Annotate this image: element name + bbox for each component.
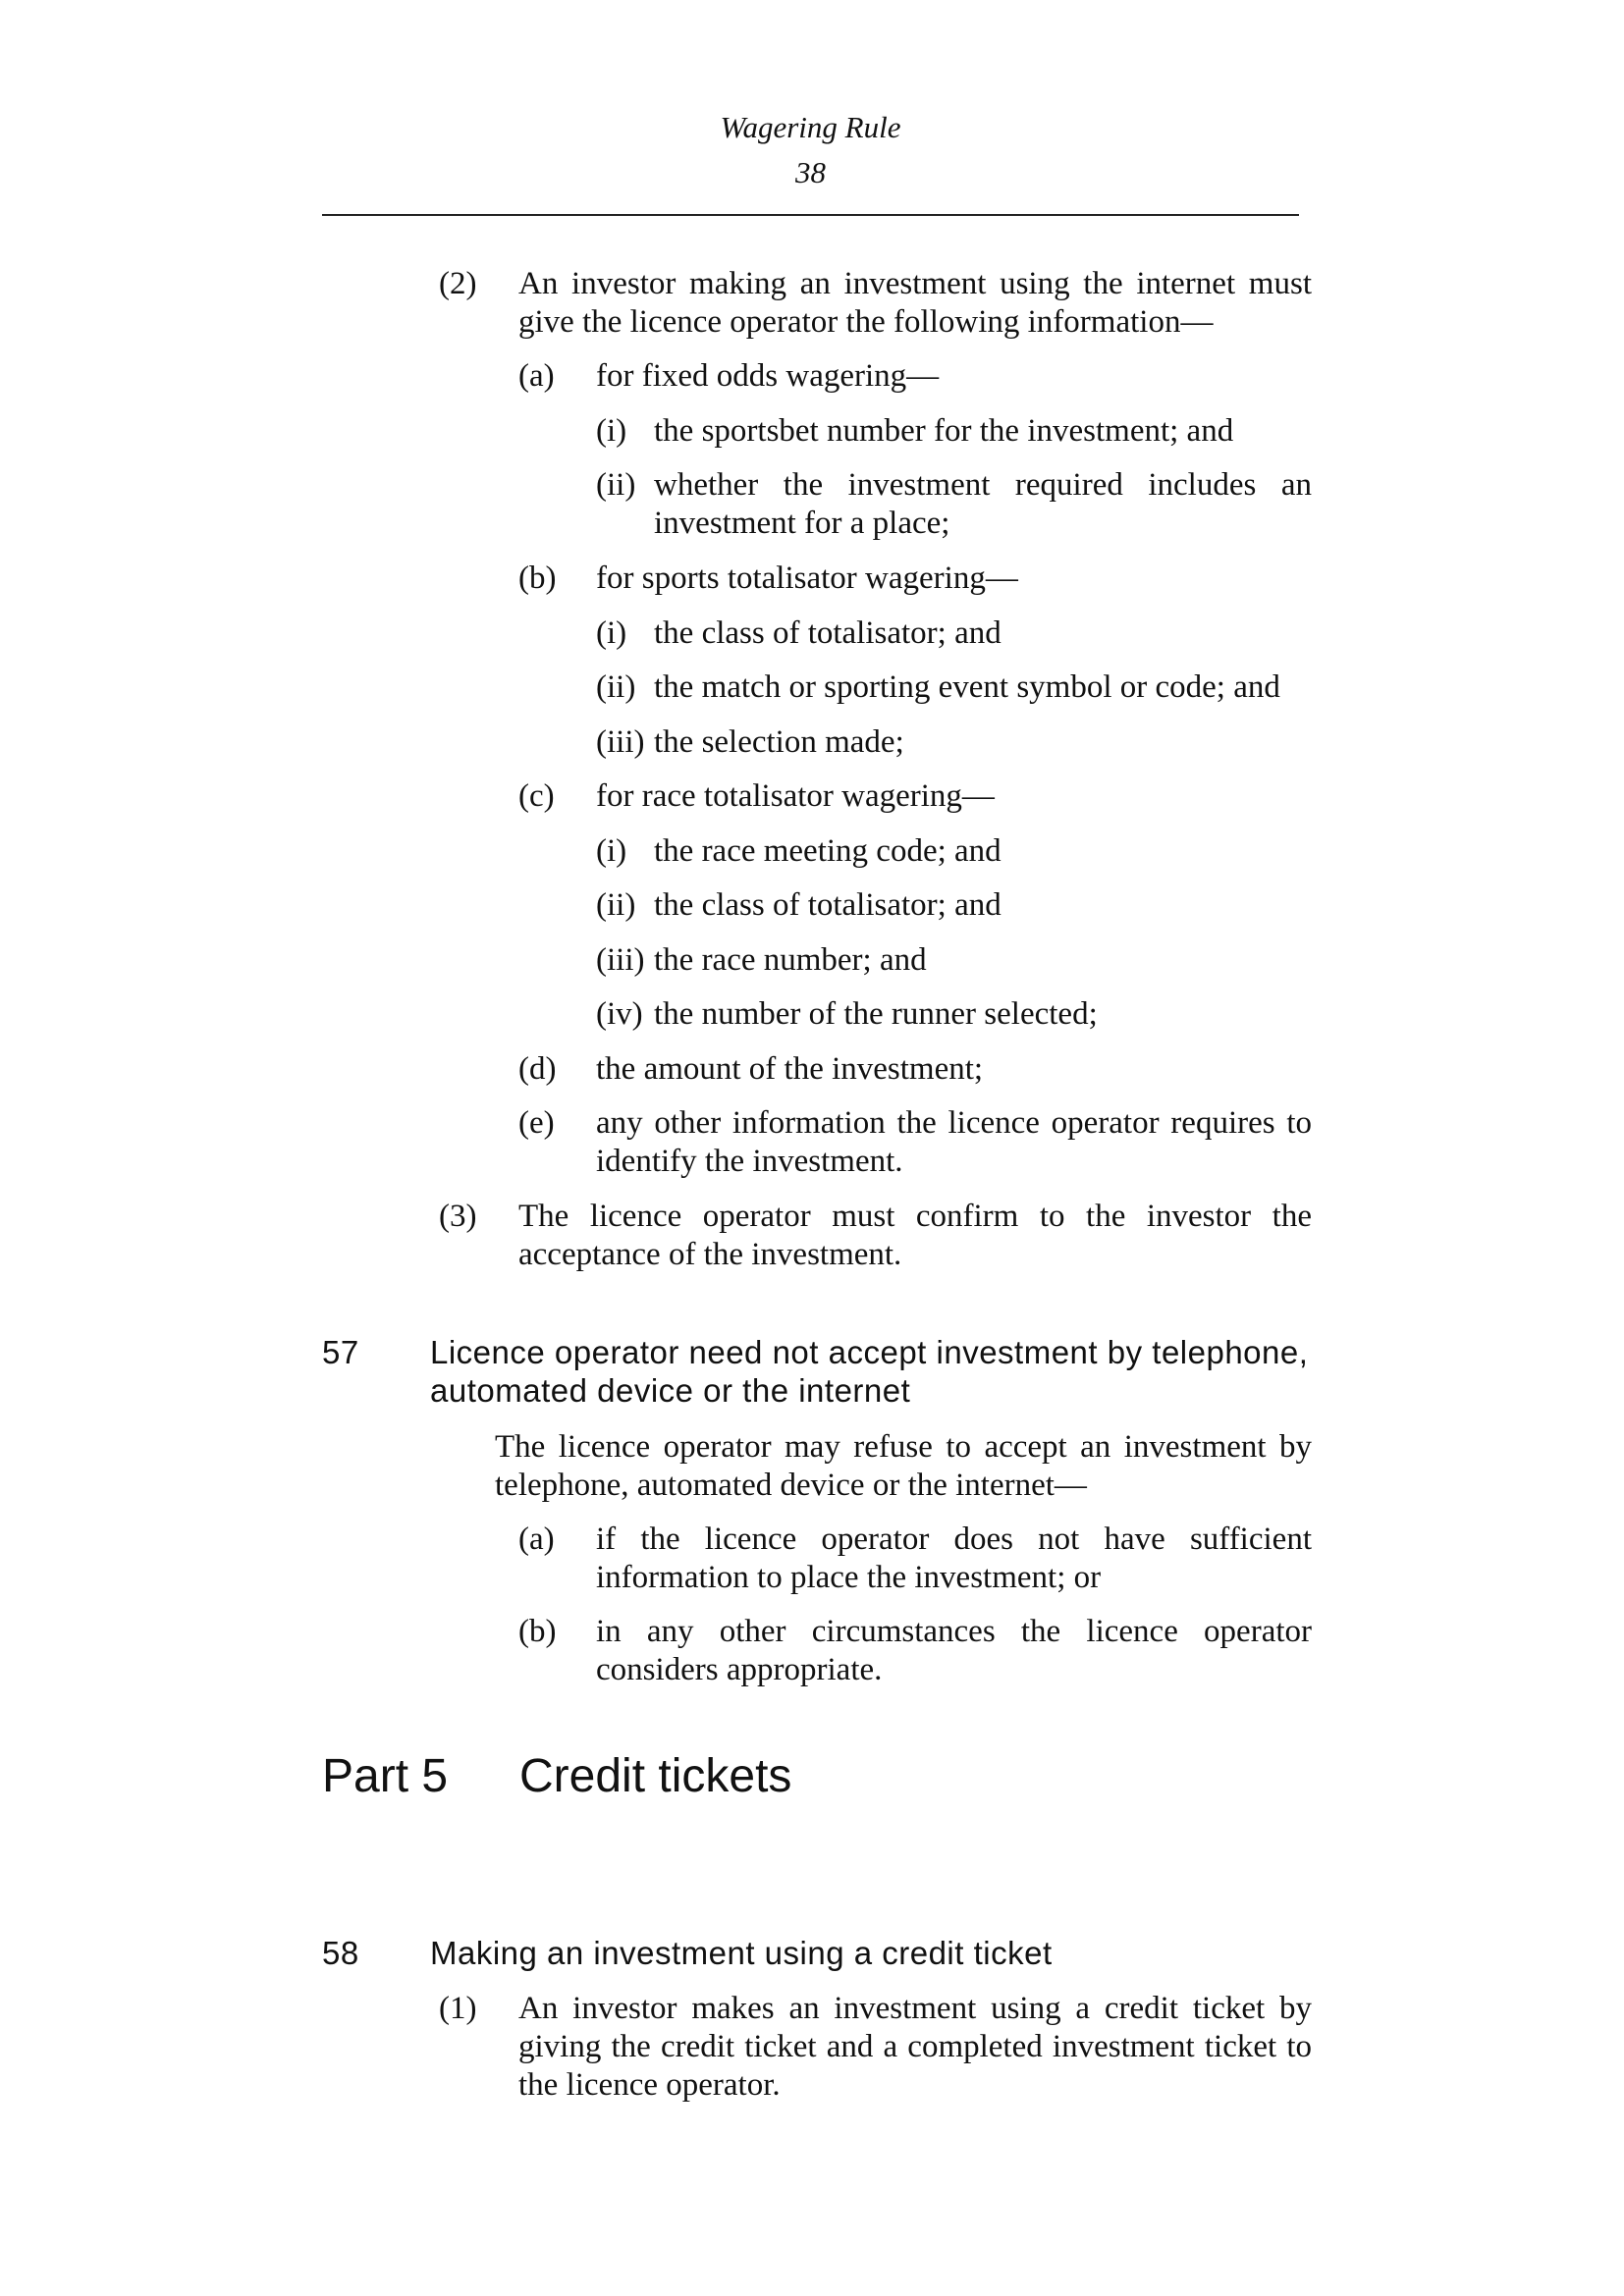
running-header-title: Wagering Rule <box>720 110 901 144</box>
subparagraph-number: (i) <box>596 615 627 651</box>
subsection-number: (1) <box>439 1991 477 2026</box>
paragraph-number: (e) <box>518 1105 555 1141</box>
subsection-number: (3) <box>439 1199 477 1234</box>
paragraph-number: (c) <box>518 778 555 814</box>
subsection-number: (2) <box>439 266 477 301</box>
subparagraph-text: the race number; and <box>654 942 927 978</box>
subparagraph-text: whether the investment required includes an investment for a place; <box>654 467 1312 541</box>
header-divider <box>322 214 1299 216</box>
subparagraph-text: the match or sporting event symbol or code; and <box>654 669 1280 705</box>
section-heading: Licence operator need not accept investment by telephone, automated device or the internet <box>430 1334 1309 1409</box>
subparagraph-number: (ii) <box>596 467 636 503</box>
paragraph-number: (a) <box>518 1522 555 1557</box>
subparagraph-number: (iii) <box>596 724 645 760</box>
subparagraph-number: (ii) <box>596 887 636 923</box>
paragraph-number: (a) <box>518 358 555 394</box>
subsection-text: An investor making an investment using the internet must give the licence operator the following information— <box>518 266 1312 340</box>
paragraph-text: for sports totalisator wagering— <box>596 561 1018 596</box>
subparagraph-number: (i) <box>596 413 627 449</box>
section-heading: Making an investment using a credit ticket <box>430 1935 1053 1971</box>
subparagraph-text: the number of the runner selected; <box>654 996 1098 1032</box>
paragraph-number: (b) <box>518 561 557 596</box>
subparagraph-number: (iv) <box>596 996 643 1032</box>
subparagraph-text: the race meeting code; and <box>654 833 1001 869</box>
section-number: 57 <box>322 1334 359 1370</box>
paragraph-number: (b) <box>518 1614 557 1649</box>
subparagraph-text: the class of totalisator; and <box>654 887 1001 923</box>
section-body-text: The licence operator may refuse to accept an investment by telephone, automated device or the internet— <box>495 1429 1312 1503</box>
paragraph-text: the amount of the investment; <box>596 1051 984 1087</box>
section-number: 58 <box>322 1935 359 1971</box>
paragraph-text: any other information the licence operator requires to identify the investment. <box>596 1105 1312 1179</box>
paragraph-text: in any other circumstances the licence operator considers appropriate. <box>596 1614 1312 1687</box>
part-number: Part 5 <box>322 1750 449 1802</box>
subparagraph-text: the class of totalisator; and <box>654 615 1001 651</box>
subparagraph-number: (iii) <box>596 942 645 978</box>
paragraph-text: for fixed odds wagering— <box>596 358 940 394</box>
paragraph-text: if the licence operator does not have sufficient information to place the investment; or <box>596 1522 1312 1595</box>
subparagraph-number: (i) <box>596 833 627 869</box>
page-number: 38 <box>795 155 826 189</box>
part-heading: Credit tickets <box>519 1750 792 1802</box>
subparagraph-text: the sportsbet number for the investment; and <box>654 413 1234 449</box>
subsection-text: The licence operator must confirm to the investor the acceptance of the investment. <box>518 1199 1312 1272</box>
paragraph-text: for race totalisator wagering— <box>596 778 995 814</box>
subparagraph-number: (ii) <box>596 669 636 705</box>
subsection-text: An investor makes an investment using a credit ticket by giving the credit ticket and a completed investment ticket to the licence operator. <box>518 1991 1312 2103</box>
subparagraph-text: the selection made; <box>654 724 904 760</box>
paragraph-number: (d) <box>518 1051 557 1087</box>
